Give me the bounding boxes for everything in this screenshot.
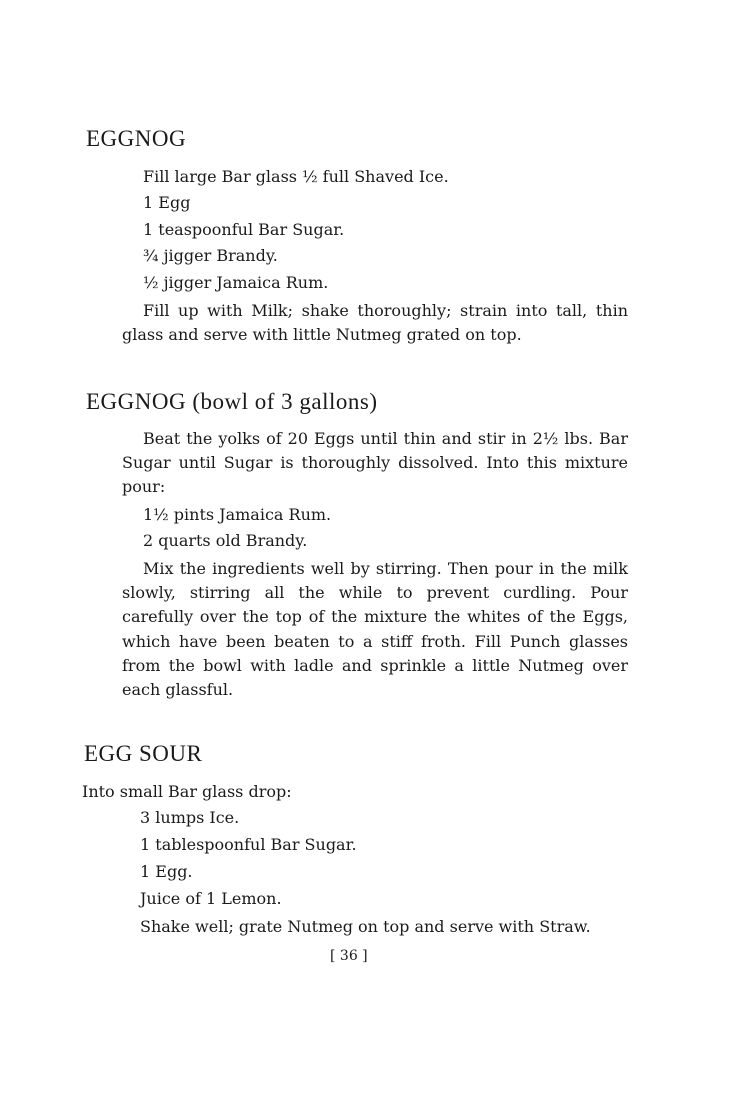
instructions-paragraph: Mix the ingredients well by stirring. Then pour in the milk slowly, stirring all the while to prevent curdling. Pour carefully over the top of the mixture the whites of the Eggs, which have been beaten to a stiff froth. Fill Punch glasses from the bowl with ladle and sprinkle a little Nutmeg over each glassful. bbox=[122, 559, 628, 700]
ingredient-line: 3 lumps Ice. bbox=[140, 808, 240, 827]
ingredient-line: 1 tablespoonful Bar Sugar. bbox=[140, 835, 357, 854]
ingredient-line: 1 Egg. bbox=[140, 862, 193, 881]
ingredient-line: 2 quarts old Brandy. bbox=[143, 531, 308, 550]
recipe-title-egg-sour: EGG SOUR bbox=[84, 741, 203, 766]
ingredient-line: Shake well; grate Nutmeg on top and serve with Straw. bbox=[140, 917, 591, 936]
ingredient-line: 1 teaspoonful Bar Sugar. bbox=[143, 220, 345, 239]
ingredient-line: Juice of 1 Lemon. bbox=[140, 889, 282, 908]
intro-paragraph: Beat the yolks of 20 Eggs until thin and stir in 2½ lbs. Bar Sugar until Sugar is thoroughly dissolved. Into this mixture pour: bbox=[122, 429, 628, 497]
intro-line: Into small Bar glass drop: bbox=[82, 782, 292, 801]
ingredient-line: ¾ jigger Brandy. bbox=[143, 246, 278, 265]
recipe-title-eggnog-bowl: EGGNOG (bowl of 3 gallons) bbox=[86, 389, 378, 414]
instructions-paragraph: Fill up with Milk; shake thoroughly; strain into tall, thin glass and serve with little Nutmeg grated on top. bbox=[122, 301, 628, 345]
ingredient-line: 1 Egg bbox=[143, 193, 191, 212]
recipe-title-eggnog: EGGNOG bbox=[86, 126, 187, 151]
ingredient-line: Fill large Bar glass ½ full Shaved Ice. bbox=[143, 167, 449, 186]
page-number: [ 36 ] bbox=[330, 948, 368, 964]
ingredient-line: ½ jigger Jamaica Rum. bbox=[143, 273, 329, 292]
ingredient-line: 1½ pints Jamaica Rum. bbox=[143, 505, 332, 524]
